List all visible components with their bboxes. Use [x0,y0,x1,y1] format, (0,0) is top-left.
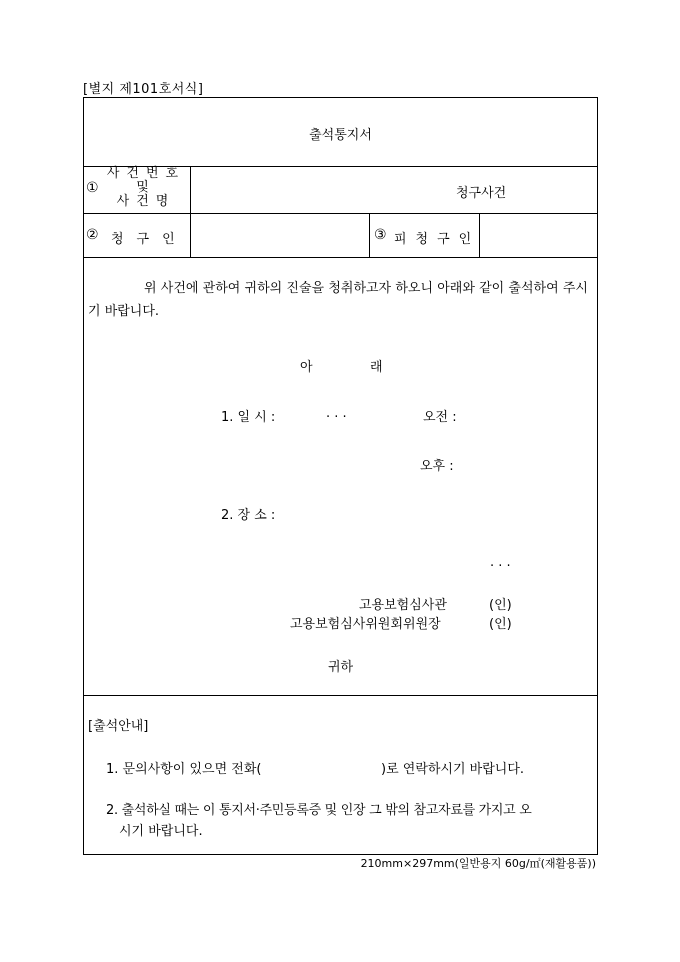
signer-title: 고용보험심사위원회위원장 [290,617,441,632]
notice-form [83,97,598,855]
divider [369,213,370,257]
notice-text: 위 사건에 관하여 귀하의 진술을 청취하고자 하오니 아래와 같이 출석하여 주시기 바랍니다. [88,281,588,319]
datetime-label: 1. 일 시 : [221,410,276,425]
heading-left: 아 [300,360,313,375]
signer-title: 고용보험심사관 [359,598,447,613]
divider [84,257,597,258]
divider [190,166,191,257]
item-number: ② [86,227,99,243]
guide-item-2-line-1: 2. 출석하실 때는 이 통지서·주민등록증 및 인장 그 밖의 참고자료를 가지고 오 [106,803,532,818]
case-number-label [106,167,186,209]
seal-mark: (인) [489,598,512,613]
datetime-dots: . . . [326,406,347,421]
form-label: [별지 제101호서식] [83,82,204,97]
pm-label: 오후 : [420,459,454,474]
guide-item-1-suffix: )로 연락하시기 바랍니다. [381,762,525,777]
place-label: 2. 장 소 : [221,508,276,523]
item-number: ① [86,180,99,196]
label-line: 사건번호 [106,166,186,181]
issue-date-dots: . . . [490,555,511,570]
seal-mark: (인) [489,617,512,632]
guide-heading: [출석안내] [88,719,149,734]
guide-item-2-line-2: 시기 바랍니다. [119,824,203,839]
divider [84,695,597,696]
label-line: 및 [136,180,156,195]
guide-item-1-prefix: 1. 문의사항이 있으면 전화( [106,762,262,777]
heading-right: 래 [370,360,383,375]
label-line: 사건명 [116,194,176,209]
respondent-label: 피청구인 [394,232,481,247]
claimant-label: 청구인 [111,232,188,247]
item-number: ③ [374,227,387,243]
form-title: 출석통지서 [309,128,372,143]
paper-spec: 210mm×297mm(일반용지 60g/㎡(재활용품)) [360,857,596,870]
case-name-value: 청구사건 [456,186,507,201]
recipient-label: 귀하 [328,660,354,675]
am-label: 오전 : [423,410,457,425]
divider [84,213,597,214]
